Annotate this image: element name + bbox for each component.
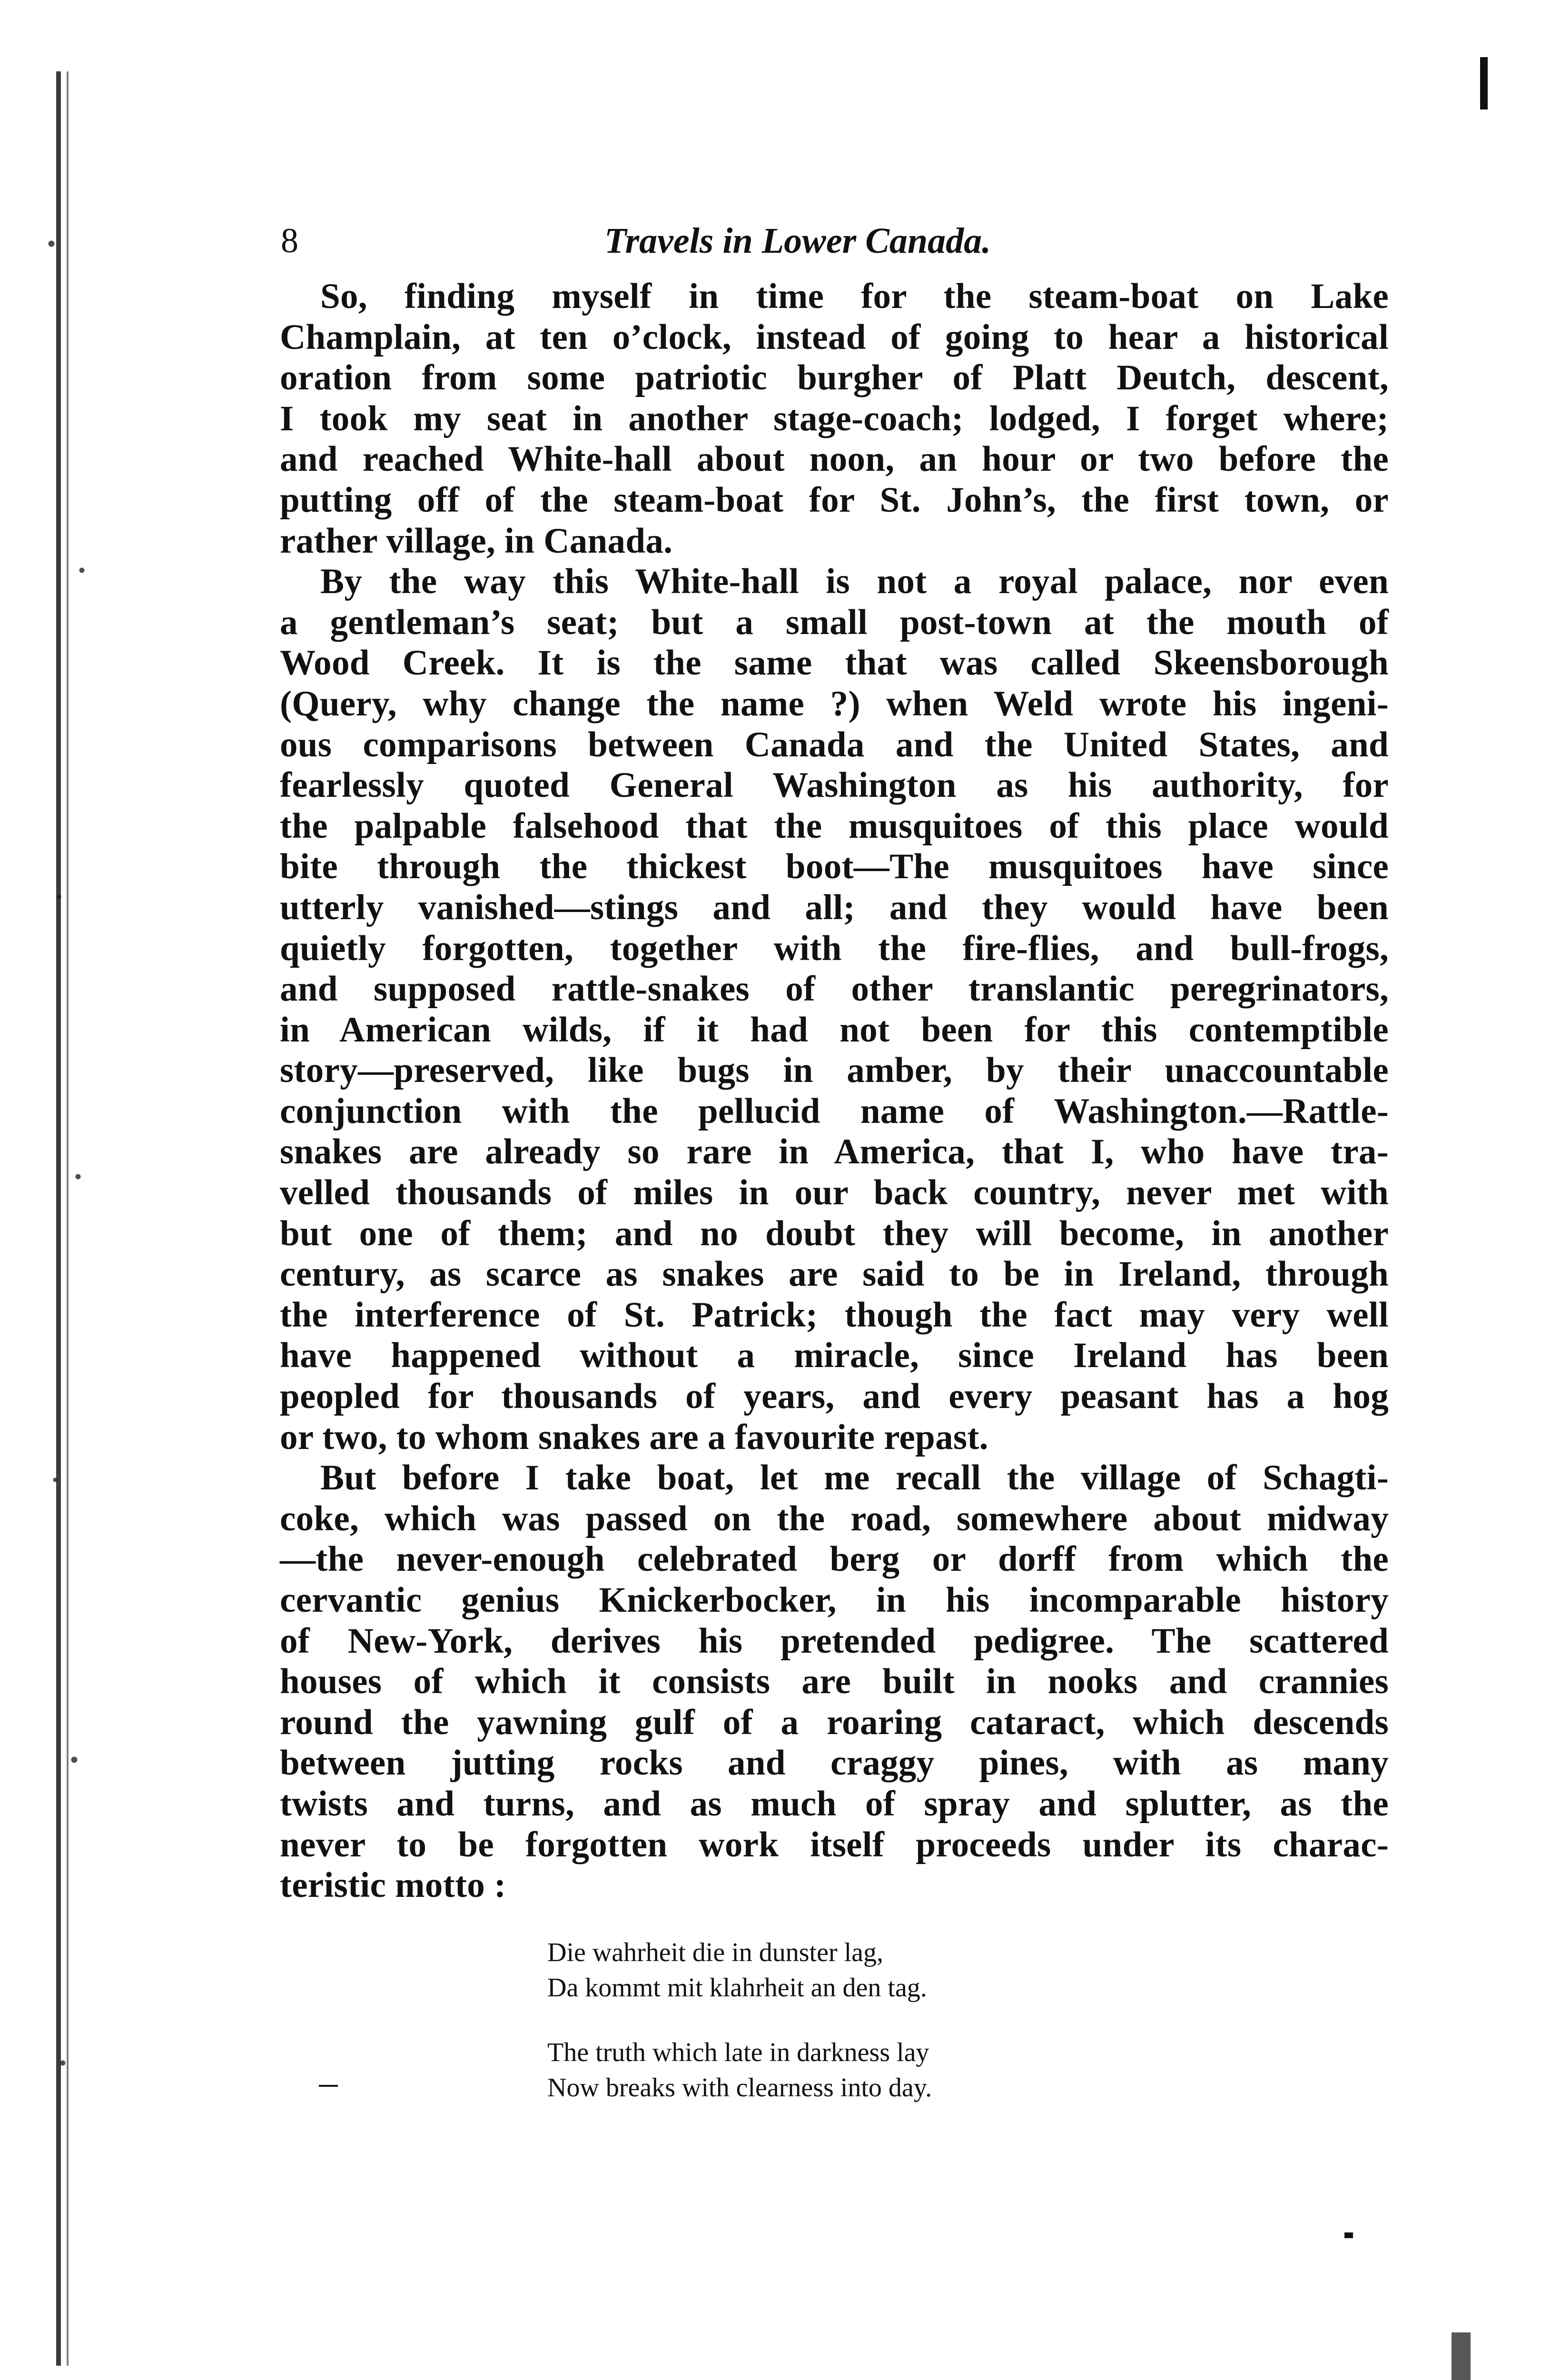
- text-line: bite through the thickest boot—The musquitoes have since: [280, 847, 1389, 887]
- text-line: but one of them; and no doubt they will become, in another: [280, 1213, 1389, 1253]
- scan-mark-dot: [1344, 2232, 1353, 2238]
- verse-english: [547, 2035, 1118, 2105]
- text-line: I took my seat in another stage-coach; lodged, I forget where;: [280, 398, 1389, 438]
- text-line: But before I take boat, let me recall the village of Schagti-: [320, 1458, 1389, 1498]
- text-line: rather village, in Canada.: [280, 521, 673, 561]
- scan-binding-line-thin: [67, 71, 69, 2366]
- text-line: story—preserved, like bugs in amber, by their unaccountable: [280, 1051, 1389, 1091]
- scan-mark-top-right: [1480, 57, 1488, 109]
- text-line: between jutting rocks and craggy pines, with as many: [280, 1743, 1389, 1783]
- running-title: Travels in Lower Canada.: [604, 221, 991, 261]
- verse-line: Da kommt mit klahrheit an den tag.: [547, 1973, 927, 2003]
- text-line: never to be forgotten work itself proceeds under its charac-: [280, 1825, 1389, 1864]
- text-line: in American wilds, if it had not been for this contemptible: [280, 1010, 1389, 1050]
- running-header: [281, 217, 1233, 269]
- text-line: Wood Creek. It is the same that was called Skeensborough: [280, 643, 1389, 683]
- text-line: round the yawning gulf of a roaring cataract, which descends: [280, 1702, 1389, 1742]
- text-line: or two, to whom snakes are a favourite repast.: [280, 1417, 988, 1457]
- text-line: century, as scarce as snakes are said to be in Ireland, through: [280, 1254, 1389, 1294]
- text-line: of New-York, derives his pretended pedigree. The scattered: [280, 1621, 1389, 1661]
- body-text: [280, 276, 1389, 1906]
- text-line: the palpable falsehood that the musquitoes of this place would: [280, 806, 1389, 846]
- text-line: cervantic genius Knickerbocker, in his incomparable history: [280, 1580, 1389, 1620]
- text-line: ous comparisons between Canada and the United States, and: [280, 724, 1389, 764]
- text-line: velled thousands of miles in our back country, never met with: [280, 1173, 1389, 1213]
- scan-mark-bottom-right: [1452, 2332, 1471, 2380]
- text-line: and supposed rattle-snakes of other translantic peregrinators,: [280, 969, 1389, 1009]
- scan-binding-line: [56, 71, 61, 2366]
- text-line: conjunction with the pellucid name of Washington.—Rattle-: [280, 1091, 1389, 1131]
- scan-mark-dash: [319, 2085, 338, 2087]
- text-line: Champlain, at ten o’clock, instead of going to hear a historical: [280, 317, 1389, 357]
- text-line: the interference of St. Patrick; though the fact may very well: [280, 1295, 1389, 1335]
- text-line: utterly vanished—stings and all; and they would have been: [280, 887, 1389, 927]
- verse-line: Die wahrheit die in dunster lag,: [547, 1938, 884, 1967]
- text-line: quietly forgotten, together with the fire-flies, and bull-frogs,: [280, 928, 1389, 968]
- paragraph-3: [280, 1458, 1389, 1906]
- text-line: houses of which it consists are built in nooks and crannies: [280, 1662, 1389, 1702]
- text-line: So, finding myself in time for the steam-boat on Lake: [320, 277, 1389, 316]
- page-number: 8: [281, 221, 298, 260]
- verse-line: Now breaks with clearness into day.: [547, 2073, 932, 2102]
- text-line: (Query, why change the name ?) when Weld wrote his ingeni-: [280, 684, 1389, 724]
- text-line: and reached White-hall about noon, an hour or two before the: [280, 439, 1389, 479]
- text-line: By the way this White-hall is not a royal palace, nor even: [320, 562, 1389, 602]
- verse-line: The truth which late in darkness lay: [547, 2038, 929, 2067]
- text-line: teristic motto :: [280, 1865, 506, 1905]
- verse-german: [547, 1935, 1118, 2005]
- paragraph-2: [280, 561, 1389, 1458]
- text-line: fearlessly quoted General Washington as his authority, for: [280, 765, 1389, 805]
- text-line: peopled for thousands of years, and every peasant has a hog: [280, 1377, 1389, 1417]
- text-line: twists and turns, and as much of spray and splutter, as the: [280, 1784, 1389, 1824]
- text-line: have happened without a miracle, since Ireland has been: [280, 1336, 1389, 1376]
- motto-verse: [547, 1935, 1118, 2135]
- text-line: coke, which was passed on the road, somewhere about midway: [280, 1498, 1389, 1538]
- text-line: —the never-enough celebrated berg or dorff from which the: [280, 1539, 1389, 1579]
- text-line: oration from some patriotic burgher of Platt Deutch, descent,: [280, 358, 1389, 398]
- text-line: snakes are already so rare in America, that I, who have tra-: [280, 1132, 1389, 1172]
- text-line: putting off of the steam-boat for St. John’s, the first town, or: [280, 480, 1389, 520]
- text-line: a gentleman’s seat; but a small post-town at the mouth of: [280, 602, 1389, 642]
- paragraph-1: [280, 276, 1389, 561]
